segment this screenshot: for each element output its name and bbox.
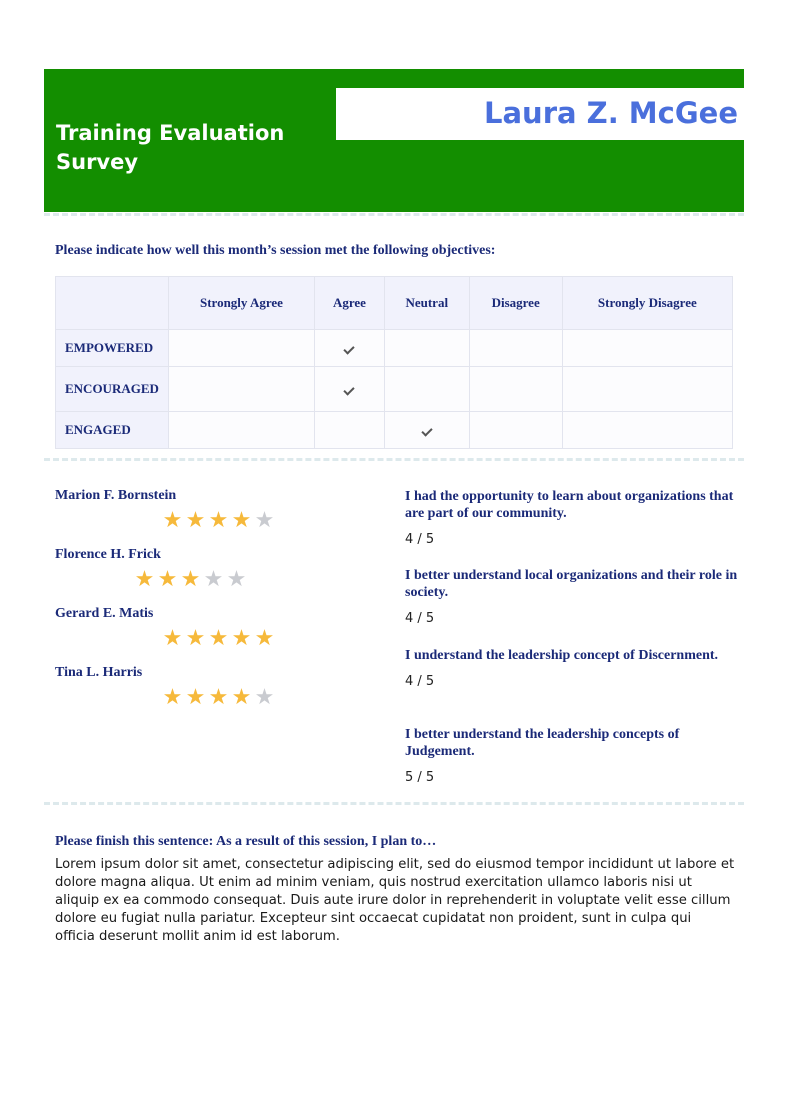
objectives-question: Please indicate how well this month’s session met the following objectives: (55, 243, 496, 258)
table-row (56, 330, 733, 367)
star-filled-icon: ★ (208, 685, 229, 710)
star-filled-icon: ★ (208, 626, 229, 651)
rating-cell[interactable] (562, 330, 732, 367)
rating-cell[interactable] (469, 367, 562, 412)
column-header: Strongly Disagree (562, 277, 732, 330)
rating-cell[interactable] (384, 412, 469, 449)
rating-cell[interactable] (469, 412, 562, 449)
question-text: I had the opportunity to learn about organizations that are part of our community. (405, 489, 734, 521)
row-label: ENGAGED (56, 412, 169, 449)
header-band (44, 69, 744, 212)
rater-name: Tina L. Harris (55, 665, 143, 680)
rater-item (55, 547, 305, 606)
star-rating (161, 628, 276, 650)
star-rating (161, 510, 276, 532)
check-icon (344, 343, 355, 354)
question-score: 5 / 5 (405, 770, 435, 785)
question-text: I better understand the leadership concepts of Judgement. (405, 727, 680, 759)
section-divider (44, 213, 744, 216)
rating-cell[interactable] (314, 330, 384, 367)
rating-cell[interactable] (168, 412, 314, 449)
respondent-name: Laura Z. McGee (484, 96, 738, 130)
star-filled-icon: ★ (231, 508, 252, 533)
column-header: Disagree (469, 277, 562, 330)
rating-cell[interactable] (562, 367, 732, 412)
finish-question: Please finish this sentence: As a result of this session, I plan to… (55, 834, 437, 849)
rating-cell[interactable] (384, 367, 469, 412)
check-icon (344, 384, 355, 395)
rater-item (55, 606, 305, 665)
star-filled-icon: ★ (134, 567, 155, 592)
star-filled-icon: ★ (162, 508, 183, 533)
star-filled-icon: ★ (185, 508, 206, 533)
star-filled-icon: ★ (180, 567, 201, 592)
rating-cell[interactable] (168, 367, 314, 412)
question-score: 4 / 5 (405, 611, 435, 626)
objectives-table (55, 276, 733, 449)
question-item (405, 567, 740, 626)
star-filled-icon: ★ (208, 508, 229, 533)
star-filled-icon: ★ (162, 685, 183, 710)
finish-answer: Lorem ipsum dolor sit amet, consectetur adipiscing elit, sed do eiusmod tempor incididunt ut labore et dolore magna aliqua. Ut enim ad minim veniam, quis nostrud exercitation ullamco laboris nisi ut aliquip ex ea commodo consequat. Duis aute irure dolor in reprehenderit in voluptate velit esse cillum dolore eu fugiat nulla pariatur. Excepteur sint occaecat cupidatat non proident, sunt in culpa qui officia deserunt mollit anim id est laborum. (55, 857, 735, 944)
question-item (405, 488, 740, 547)
star-filled-icon: ★ (231, 626, 252, 651)
rater-name: Gerard E. Matis (55, 606, 154, 621)
question-text: I understand the leadership concept of Discernment. (405, 648, 719, 663)
rating-cell[interactable] (469, 330, 562, 367)
rating-cell[interactable] (168, 330, 314, 367)
question-item (405, 647, 740, 689)
star-empty-icon: ★ (254, 508, 275, 533)
rater-list (55, 488, 305, 724)
table-row (56, 367, 733, 412)
star-empty-icon: ★ (226, 567, 247, 592)
rating-cell[interactable] (562, 412, 732, 449)
star-empty-icon: ★ (203, 567, 224, 592)
column-header: Agree (314, 277, 384, 330)
star-filled-icon: ★ (157, 567, 178, 592)
survey-title: Training Evaluation Survey (56, 121, 285, 174)
star-filled-icon: ★ (231, 685, 252, 710)
star-rating (133, 569, 248, 591)
rater-item (55, 488, 305, 547)
column-header: Strongly Agree (168, 277, 314, 330)
star-filled-icon: ★ (254, 626, 275, 651)
table-corner-cell (56, 277, 169, 330)
star-filled-icon: ★ (162, 626, 183, 651)
question-score: 4 / 5 (405, 532, 435, 547)
rater-name: Marion F. Bornstein (55, 488, 177, 503)
column-header: Neutral (384, 277, 469, 330)
star-empty-icon: ★ (254, 685, 275, 710)
rater-name: Florence H. Frick (55, 547, 161, 562)
question-item (405, 726, 740, 785)
name-box (336, 88, 744, 140)
section-divider (44, 802, 744, 805)
row-label: ENCOURAGED (56, 367, 169, 412)
table-row (56, 412, 733, 449)
rating-cell[interactable] (384, 330, 469, 367)
star-rating (161, 687, 276, 709)
rating-cell[interactable] (314, 367, 384, 412)
check-icon (421, 425, 432, 436)
rating-cell[interactable] (314, 412, 384, 449)
row-label: EMPOWERED (56, 330, 169, 367)
rater-item (55, 665, 305, 724)
section-divider (44, 458, 744, 461)
star-filled-icon: ★ (185, 626, 206, 651)
table-header-row (56, 277, 733, 330)
question-text: I better understand local organizations and their role in society. (405, 568, 738, 600)
question-score: 4 / 5 (405, 674, 435, 689)
star-filled-icon: ★ (185, 685, 206, 710)
